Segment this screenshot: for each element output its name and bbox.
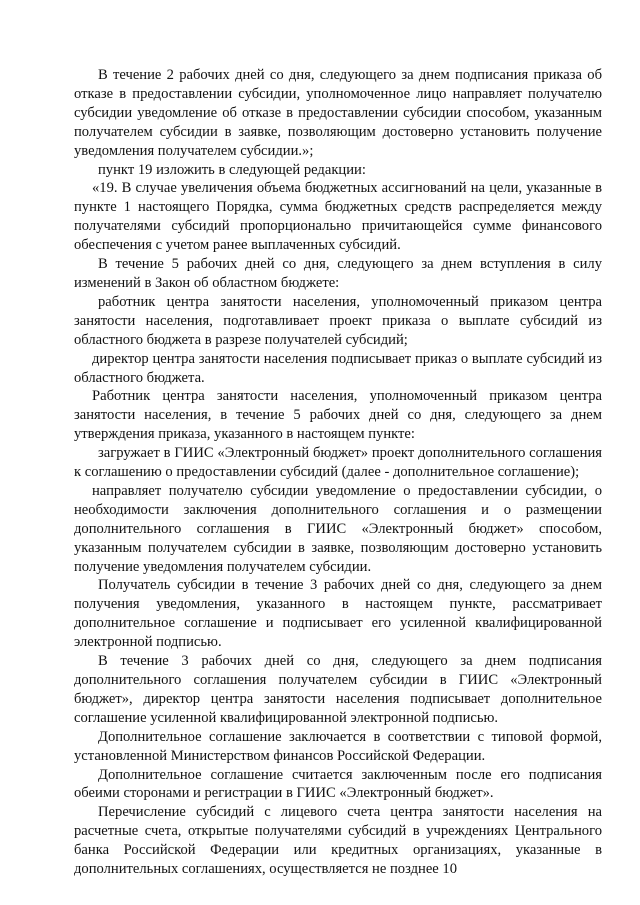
paragraph-recipient-signs: Получатель субсидии в течение 3 рабочих дней со дня, следующего за днем получения уведомления, указанного в настоящем пункте, рассматривает дополнительное соглашение и подписывает его усиленной квалифицированной электронной подписью. [74, 577, 602, 651]
paragraph-transfer: Перечисление субсидий с лицевого счета центра занятости населения на расчетные счета, открытые получателями субсидий в учреждениях Центрального банка Российской Федерации или кредитных организациях, указанные в дополнительных соглашениях, осуществляется не позднее 10 [74, 804, 602, 878]
paragraph-refusal-notice: В течение 2 рабочих дней со дня, следующего за днем подписания приказа об отказе в предоставлении субсидии, уполномоченное лицо направляет получателю субсидии уведомление об отказе в предоставлении субсидии способом, указанным получателем субсидии в заявке, позволяющим достоверно установить получение уведомления получателем субсидии.»; [74, 67, 602, 159]
paragraph-concluded: Дополнительное соглашение считается заключенным после его подписания обеими сторонами и регистрации в ГИИС «Электронный бюджет». [74, 766, 602, 802]
paragraph-director-signs: директор центра занятости населения подписывает приказ о выплате субсидий из областного бюджета. [74, 350, 602, 386]
paragraph-uploads: загружает в ГИИС «Электронный бюджет» проект дополнительного соглашения к соглашению о предоставлении субсидий (далее - дополнительное соглашение); [74, 445, 602, 481]
paragraph-director-3-days: В течение 3 рабочих дней со дня, следующего за днем подписания дополнительного соглашения получателем субсидии в ГИИС «Электронный бюджет», директор центра занятости населения подписывает дополнительное соглашение усиленной квалифицированной электронной подписью. [74, 653, 602, 726]
paragraph-5-days: В течение 5 рабочих дней со дня, следующего за днем вступления в силу изменений в Закон об областном бюджете: [74, 256, 602, 291]
paragraph-sends-notice: направляет получателю субсидии уведомление о предоставлении субсидии, о необходимости заключения дополнительного соглашения и о размещении дополнительного соглашения в ГИИС «Электронный бюджет» способом, указанным получателем субсидии в заявке, позволяющим достоверно установить получение уведомления получателем субсидии. [74, 482, 602, 575]
paragraph-standard-form: Дополнительное соглашение заключается в соответствии с типовой формой, установленной Министерством финансов Российской Федерации. [74, 728, 602, 764]
paragraph-worker-5-days: Работник центра занятости населения, уполномоченный приказом центра занятости населения, в течение 5 рабочих дней со дня, следующего за днем утверждения приказа, указанного в настоящем пункте: [74, 388, 602, 443]
paragraph-point-19-intro: пункт 19 изложить в следующей редакции: [98, 161, 366, 178]
paragraph-worker-prepares: работник центра занятости населения, уполномоченный приказом центра занятости населения, подготавливает проект приказа о выплате субсидий из областного бюджета в разрезе получателей субсидий; [74, 293, 602, 348]
paragraph-point-19: «19. В случае увеличения объема бюджетных ассигнований на цели, указанные в пункте 1 настоящего Порядка, сумма бюджетных средств распределяется между получателями субсидий пропорционально причитающейся сумме финансового обеспечения с учетом ранее выплаченных субсидий. [74, 180, 602, 254]
document-page [74, 66, 602, 879]
